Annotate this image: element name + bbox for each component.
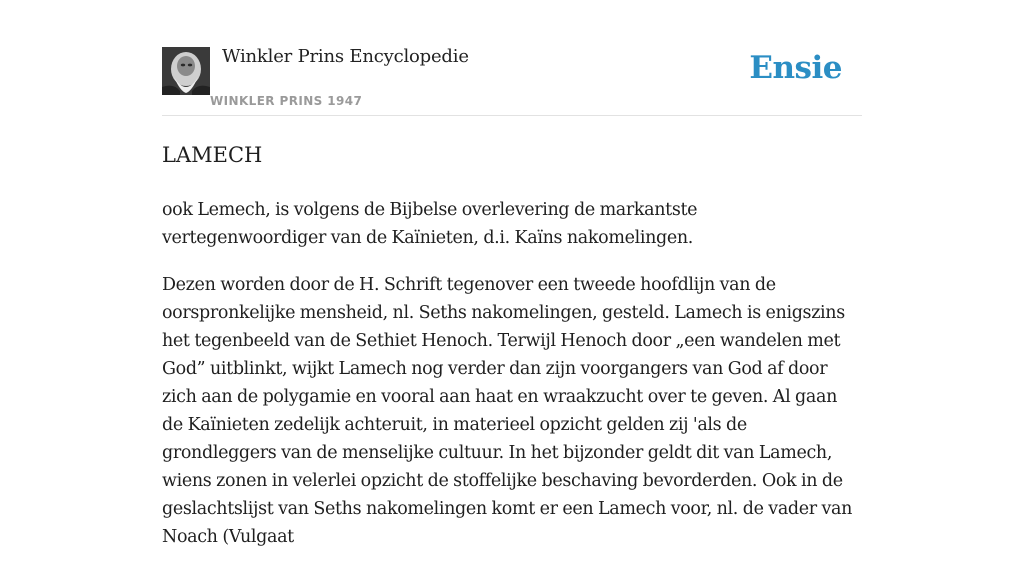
article <box>162 140 862 570</box>
article-paragraph: Dezen worden door de H. Schrift tegenover een tweede hoofdlijn van de oorspronkelijke mensheid, nl. Seths nakomelingen, gesteld. Lamech is enigszins het tegenbeeld van de Sethiet Henoch. Terwijl Henoch door „een wandelen met God” uitblinkt, wijkt Lamech nog verder dan zijn voorgangers van God af door zich aan de polygamie en vooral aan haat en wraakzucht over te geven. Al gaan de Kaïnieten zedelijk achteruit, in materieel opzicht gelden zij 'als de grondleggers van de menselijke cultuur. In het bijzonder geldt dit van Lamech, wiens zonen in velerlei opzicht de stoffelijke beschaving bevorderden. Ook in de geslachtslijst van Seths nakomelingen komt er een Lamech voor, nl. de vader van Noach (Vulgaat <box>162 275 853 547</box>
site-header <box>162 40 862 116</box>
article-title: LAMECH <box>162 143 263 167</box>
article-paragraph: ook Lemech, is volgens de Bijbelse overlevering de markantste vertegenwoordiger van de Kaïnieten, d.i. Kaïns nakomelingen. <box>162 200 698 248</box>
avatar[interactable] <box>162 47 210 95</box>
edition-label[interactable]: WINKLER PRINS 1947 <box>210 94 363 108</box>
brand-logo[interactable]: Ensie <box>749 50 842 86</box>
site-name[interactable]: Winkler Prins Encyclopedie <box>222 46 469 67</box>
portrait-icon <box>162 47 210 95</box>
